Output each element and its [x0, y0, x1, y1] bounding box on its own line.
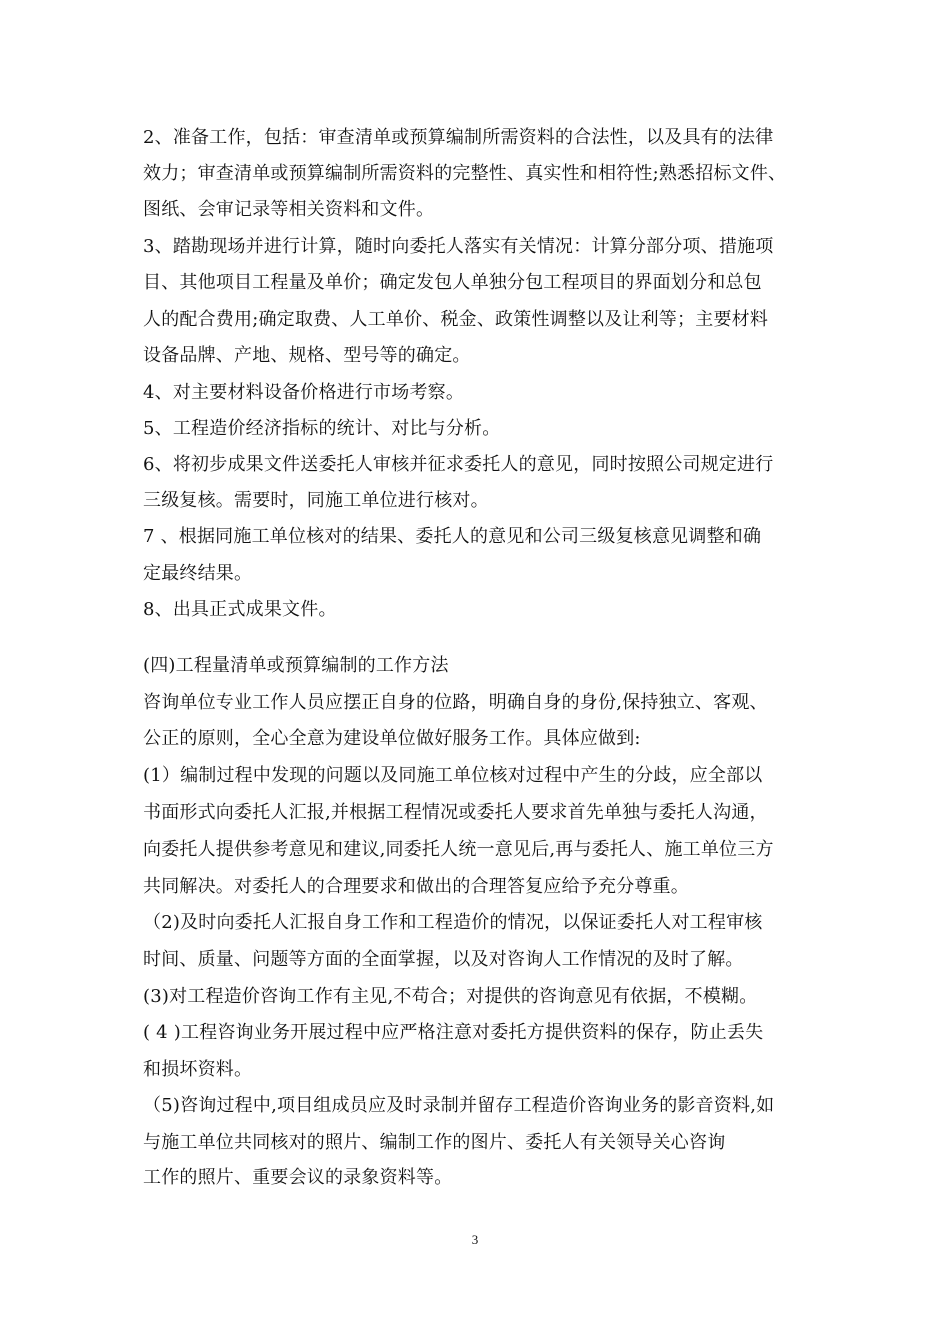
body-text-line: ( 4 )工程咨询业务开展过程中应严格注意对委托方提供资料的保存，防止丢失	[143, 1022, 764, 1043]
body-text-line: 向委托人提供参考意见和建议,同委托人统一意见后,再与委托人、施工单位三方	[143, 839, 774, 860]
body-text-line: (3)对工程造价咨询工作有主见,不苟合；对提供的咨询意见有依据，不模糊。	[143, 986, 758, 1007]
section-heading: (四)工程量清单或预算编制的工作方法	[143, 655, 449, 676]
body-text-line: 6、将初步成果文件送委托人审核并征求委托人的意见，同时按照公司规定进行	[143, 454, 774, 475]
body-text-line: 工作的照片、重要会议的录象资料等。	[143, 1167, 453, 1188]
body-text-line: 效力；审查清单或预算编制所需资料的完整性、真实性和相符性;熟悉招标文件、	[143, 163, 787, 184]
body-text-line: 书面形式向委托人汇报,并根据工程情况或委托人要求首先单独与委托人沟通，	[143, 802, 768, 823]
body-text-line: 8、出具正式成果文件。	[143, 599, 337, 620]
body-text-line: 7 、根据同施工单位核对的结果、委托人的意见和公司三级复核意见调整和确	[143, 526, 762, 547]
body-text-line: 与施工单位共同核对的照片、编制工作的图片、委托人有关领导关心咨询	[143, 1132, 726, 1153]
body-text-line: （2)及时向委托人汇报自身工作和工程造价的情况，以保证委托人对工程审核	[143, 912, 763, 933]
body-text-line: 图纸、会审记录等相关资料和文件。	[143, 199, 435, 220]
body-text-line: 咨询单位专业工作人员应摆正自身的位路，明确自身的身份,保持独立、客观、	[143, 692, 768, 713]
body-text-line: 时间、质量、问题等方面的全面掌握，以及对咨询人工作情况的及时了解。	[143, 949, 744, 970]
body-text-line: 人的配合费用;确定取费、人工单价、税金、政策性调整以及让利等；主要材料	[143, 309, 769, 330]
body-text-line: 4、对主要材料设备价格进行市场考察。	[143, 382, 465, 403]
body-text-line: (1）编制过程中发现的问题以及同施工单位核对过程中产生的分歧，应全部以	[143, 765, 763, 786]
page-number: 3	[471, 1232, 479, 1247]
body-text-line: 共同解决。对委托人的合理要求和做出的合理答复应给予充分尊重。	[143, 876, 689, 897]
body-text-line: 设备品牌、产地、规格、型号等的确定。	[143, 345, 471, 366]
body-text-line: （5)咨询过程中,项目组成员应及时录制并留存工程造价咨询业务的影音资料,如	[143, 1095, 775, 1116]
body-text-line: 3、踏勘现场并进行计算，随时向委托人落实有关情况：计算分部分项、措施项	[143, 236, 774, 257]
body-text-line: 定最终结果。	[143, 563, 253, 584]
body-text-line: 2、准备工作，包括：审查清单或预算编制所需资料的合法性，以及具有的法律	[143, 127, 774, 148]
body-text-line: 和损坏资料。	[143, 1059, 253, 1080]
body-text-line: 三级复核。需要时，同施工单位进行核对。	[143, 490, 489, 511]
body-text-line: 公正的原则，全心全意为建设单位做好服务工作。具体应做到:	[143, 728, 641, 749]
body-text-line: 目、其他项目工程量及单价；确定发包人单独分包工程项目的界面划分和总包	[143, 272, 762, 293]
body-text-line: 5、工程造价经济指标的统计、对比与分析。	[143, 418, 501, 439]
